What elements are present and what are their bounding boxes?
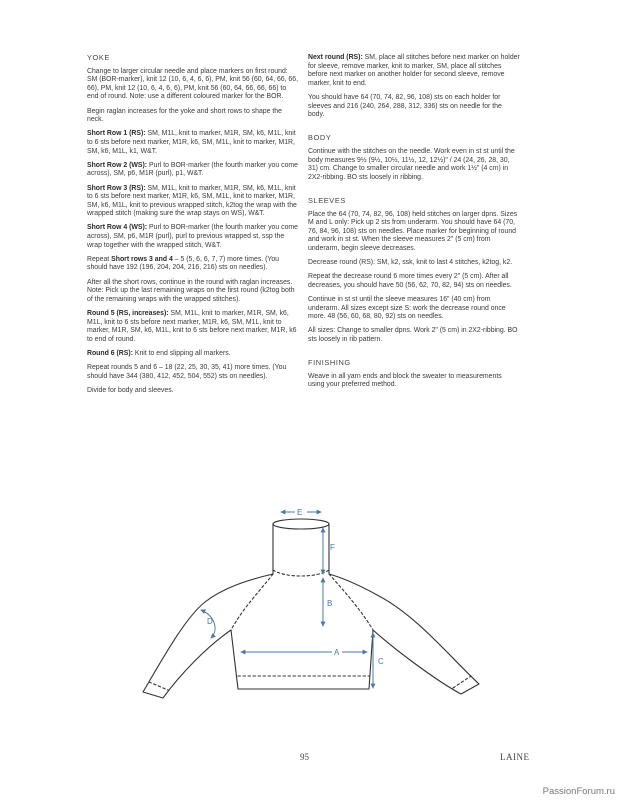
watermark: PassionForum.ru xyxy=(542,786,615,797)
sleeves-p3: Repeat the decrease round 6 more times every 2" (5 cm). After all decreases, you should have 50 (56, 62, 70, 82, 94) sts on needles. xyxy=(308,273,512,289)
short-row-3 xyxy=(87,185,299,219)
round-5-label: Round 5 (RS, increases): xyxy=(87,310,169,317)
short-row-3-label: Short Row 3 (RS): xyxy=(87,184,146,192)
round-5-text: SM, M1L, knit to marker, M1R, SM, k6, M1L, knit to 6 sts before next marker, M1R, k6, SM, M1L, knit to marker, M1R, SM, k6, M1L, knit to 6 sts before next marker, M1R, k6 to end of round. xyxy=(87,310,297,343)
repeat-text: – 5 (5, 6, 6, 7, 7) more times. (You should have 192 (196, 204, 204, 216, 216) sts on needles). xyxy=(87,255,280,272)
sleeve-cuff-right xyxy=(453,676,471,688)
body-text: Continue with the stitches on the needle. Work even in st st until the body measures 9½ (9½, 10½, 11½, 12, 12½)" / 24 (24, 26, 28, 30, 31) cm. Change to smaller circular needle and work 1½" (4 cm) in 2X2-ribbing. BO sts loosely in ribbing. xyxy=(308,147,515,181)
repeat-rounds: Repeat rounds 5 and 6 – 18 (22, 25, 30, 35, 41) more times. (You should have 344 (380, 412, 452, 504, 552) sts on needles). xyxy=(87,364,287,380)
next-round xyxy=(308,54,520,88)
short-row-1-label: Short Row 1 (RS): xyxy=(87,130,146,138)
sweater-outline xyxy=(143,524,479,698)
short-row-2-text: Purl to BOR-marker (the fourth marker you come across), SM, p6, M1R (purl), p1, W&T. xyxy=(87,161,298,178)
magazine-name: LAINE xyxy=(500,752,530,762)
short-row-1 xyxy=(87,130,299,156)
raglan-left xyxy=(231,574,273,630)
yoke-intro: Change to larger circular needle and place markers on first round: SM (BOR-marker), knit 12 (10, 6, 4, 6, 6), PM, knit 56 (60, 64, 66, 66, 66), PM, knit 12 (10, 6, 4, 6, 6), PM, knit 56 (60, 64, 66, 66, 66) to end of round. Note: use a different coloured marker for the BOR. xyxy=(87,67,299,101)
sweater-schematic xyxy=(135,498,485,704)
label-a: A xyxy=(334,648,340,657)
turtleneck-top xyxy=(273,519,329,529)
repeat-label: Short rows 3 and 4 xyxy=(111,255,173,263)
finishing-text: Weave in all yarn ends and block the sweater to measurements using your preferred method. xyxy=(308,372,502,389)
round-6-label: Round 6 (RS): xyxy=(87,349,133,357)
short-row-1-text: SM, M1L, knit to marker, M1R, SM, k6, M1L, knit to 6 sts before next marker, M1R, k6, SM, M1L, knit to marker, M1R, SM, k6, M1L, k1, W&T. xyxy=(87,130,296,155)
sleeves-p1: Place the 64 (70, 74, 82, 96, 108) held stitches on larger dpns. Sizes M and L only: Pick up 2 sts from underarm. You should have 64 (70, 76, 84, 96, 108) sts on needles. Place marker for beginning of round and work in st st. When the sleeve measures 2" (5 cm) from underarm, begin sleeve decreases. xyxy=(308,210,518,252)
short-row-4-label: Short Row 4 (WS): xyxy=(87,224,148,232)
yoke-column xyxy=(87,54,299,401)
short-row-2 xyxy=(87,162,299,179)
label-d: D xyxy=(207,617,213,626)
sleeves-p2: Decrease round (RS): SM, k2, ssk, knit to last 4 stitches, k2tog, k2. xyxy=(308,259,513,267)
round-6-text: Knit to end slipping all markers. xyxy=(132,349,231,357)
yoke-heading: YOKE xyxy=(87,53,110,62)
stitch-count: You should have 64 (70, 74, 82, 96, 108) sts on each holder for sleeves and 216 (240, 264, 288, 312, 336) sts on needle for the body. xyxy=(308,93,502,119)
round-6 xyxy=(87,350,299,359)
repeat-short-rows xyxy=(87,256,299,273)
round-5 xyxy=(87,310,299,344)
short-row-4-text: Purl to BOR-marker (the fourth marker you come across), SM, p6, M1R (purl), purl to previous wrapped st, ssp the wrap together with the wrapped stitch, W&T. xyxy=(87,224,298,249)
short-row-3-text: SM, M1L, knit to marker, M1R, SM, k6, M1L, knit to 6 sts before next marker, M1R, k6, SM, M1L, knit to marker, M1R, SM, k6, M1L, knit to previous wrapped stitch, k2tog the wrap with the wrapped stitch (making sure the wrap stays on WS), W&T. xyxy=(87,184,297,218)
label-b: B xyxy=(327,599,333,608)
next-round-text: SM, place all stitches before next marker on holder for sleeve, remove marker, knit to marker, SM, place all stitches before next marker on another holder for second sleeve, remove marker, knit to end. xyxy=(308,54,520,87)
sleeves-p5: All sizes: Change to smaller dpns. Work 2" (5 cm) in 2X2-ribbing. BO sts loosely in rib pattern. xyxy=(308,327,518,343)
divide-note: Divide for body and sleeves. xyxy=(87,386,174,394)
label-c: C xyxy=(378,657,384,666)
short-row-4 xyxy=(87,224,299,250)
sleeve-cuff-left xyxy=(149,682,168,690)
next-round-label: Next round (RS): xyxy=(308,54,363,61)
after-short-rows: After all the short rows, continue in the round with raglan increases. Note: Pick up the last remaining wraps on the first round (k2tog both of the remaining wraps with the wrapped stitches). xyxy=(87,278,295,303)
sleeves-p4: Continue in st st until the sleeve measures 16" (40 cm) from underarm. All sizes except size S: work the decrease round once more. 48 (56, 60, 68, 80, 92) sts on needles. xyxy=(308,296,506,321)
label-e: E xyxy=(297,508,303,517)
neck-seam xyxy=(273,570,329,576)
page-number: 95 xyxy=(300,752,309,762)
body-sleeves-column xyxy=(308,54,520,396)
sleeves-heading: SLEEVES xyxy=(308,195,346,205)
label-f: F xyxy=(330,543,335,552)
yoke-raglan-note: Begin raglan increases for the yoke and short rows to shape the neck. xyxy=(87,107,282,124)
repeat-prefix: Repeat xyxy=(87,255,112,263)
body-heading: BODY xyxy=(308,133,332,143)
short-row-2-label: Short Row 2 (WS): xyxy=(87,161,148,169)
finishing-heading: FINISHING xyxy=(308,358,351,368)
